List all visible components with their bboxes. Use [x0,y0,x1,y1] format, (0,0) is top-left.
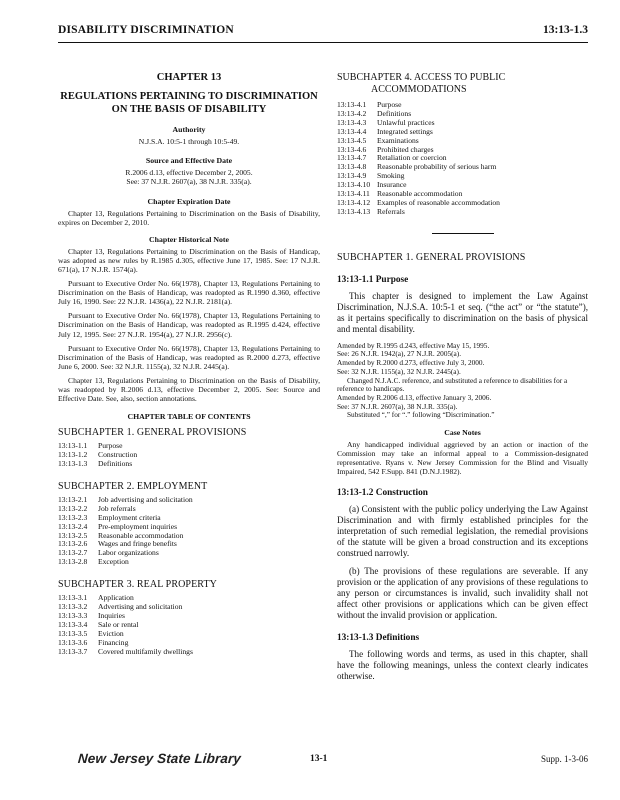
history-paragraph: Pursuant to Executive Order No. 66(1978), Chapter 13, Regulations Pertaining to Discrimination of the Basis of Handicap, was readopted as R.2000 d.273, effective June 6, 2000. See: 32 N.J.R. 1155(a), 32 N.J.R. 2445(a). [58,343,320,371]
toc-subchapter-3-heading: SUBCHAPTER 3. REAL PROPERTY [58,579,217,591]
history-paragraph: Chapter 13, Regulations Pertaining to Discrimination on the Basis of Disability, was readopted by R.2006 d.13, effective December 2, 2005. See: Source and Effective Date. See, also, section annotations. [58,375,320,404]
toc-subchapter-2-list [58,496,320,567]
toc-entry: 13:13-4.3 Unlawful practices [337,117,435,127]
toc-entry: 13:13-2.8 Exception [58,557,129,567]
toc-entry: 13:13-2.3 Employment criteria [58,512,161,522]
toc-entry: 13:13-3.1 Application [58,593,134,603]
chapter-title [58,91,320,116]
toc-subchapter-3-list [58,594,320,656]
library-logo: New Jersey State Library [77,751,242,766]
section-1-3-text: The following words and terms, as used in this chapter, shall have the following meanings, unless the context clearly indicates otherwise. [337,649,588,682]
history-heading: Chapter Historical Note [149,234,229,244]
toc-subchapter-1-list [58,442,320,469]
left-column [58,72,320,657]
toc-entry: 13:13-2.4 Pre-employment inquiries [58,521,178,531]
toc-entry: 13:13-4.2 Definitions [337,108,412,118]
page-number: 13-1 [310,754,328,764]
toc-entry: 13:13-4.10 Insurance [337,180,407,190]
toc-subchapter-1-heading: SUBCHAPTER 1. GENERAL PROVISIONS [58,427,247,439]
toc-entry: 13:13-1.2 Construction [58,450,138,460]
section-1-2-paragraph-a: (a) Consistent with the public policy underlying the Law Against Discrimination and with firmly established principles for the interpretation of such remedial legislation, the remedial provisions of the statute will be given a broad construction and its exceptions construed narrowly. [337,504,588,559]
toc-entry: 13:13-2.5 Reasonable accommodation [58,530,184,540]
amendment-note: See: 37 N.J.R. 2607(a), 38 N.J.R. 335(a). [337,401,458,411]
toc-subchapter-4-list [337,101,588,217]
amendment-note: Substituted “,” for “.” following “Discrimination.” [347,410,495,420]
expiration-text: Chapter 13, Regulations Pertaining to Discrimination on the Basis of Disability, expires on December 2, 2010. [58,208,320,227]
subchapter-1-heading: SUBCHAPTER 1. GENERAL PROVISIONS [337,251,526,263]
toc-entry: 13:13-4.1 Purpose [337,100,402,109]
chapter-number: CHAPTER 13 [156,72,222,83]
page-footer [58,750,588,780]
toc-entry: 13:13-3.2 Advertising and solicitation [58,602,183,612]
toc-subchapter-4-line-1: SUBCHAPTER 4. ACCESS TO PUBLIC [337,72,506,83]
source-heading: Source and Effective Date [145,156,233,166]
amendment-note: See: 32 N.J.R. 1155(a), 32 N.J.R. 2445(a). [337,366,461,376]
toc-subchapter-2-heading: SUBCHAPTER 2. EMPLOYMENT [58,480,208,492]
toc-entry: 13:13-3.3 Inquiries [58,610,125,620]
toc-entry: 13:13-4.8 Reasonable probability of serious harm [337,162,497,172]
toc-entry: 13:13-4.9 Smoking [337,171,405,181]
amendment-note: See: 26 N.J.R. 1942(a), 27 N.J.R. 2005(a). [337,349,462,359]
right-column [337,72,588,689]
toc-entry: 13:13-3.7 Covered multifamily dwellings [58,646,193,656]
toc-entry: 13:13-2.2 Job referrals [58,503,136,513]
history-paragraph: Pursuant to Executive Order No. 66(1978), Chapter 13, Regulations Pertaining to Discrimination on the Basis of Handicap, was readopted as R.1990 d.360, effective July 16, 1990. See: 22 N.J.R. 1436(a), 22 N.J.R. 2181(a). [58,279,320,307]
section-1-2-paragraph-b: (b) The provisions of these regulations are severable. If any provision or the application of any provisions of these regulations to any person or circumstances is invalid, such invalidity shall not affect other provisions or applications which can be given effect without the invalid provision or application. [337,566,588,621]
amendment-note: Amended by R.2006 d.13, effective January 3, 2006. [337,393,492,402]
toc-entry: 13:13-2.7 Labor organizations [58,548,159,558]
history-paragraph: Pursuant to Executive Order No. 66(1978), Chapter 13, Regulations Pertaining to Discrimination on the Basis of Handicap, was readopted as R.1995 d.424, effective July 12, 1995. See: 27 N.J.R. 1954(a), 27 N.J.R. 2956(c). [58,311,320,339]
section-1-2-heading: 13:13-1.2 Construction [337,488,428,499]
toc-entry: 13:13-4.7 Retaliation or coercion [337,153,447,163]
supplement-date: Supp. 1-3-06 [541,754,588,764]
section-1-1-text: This chapter is designed to implement the Law Against Discrimination, N.J.S.A. 10:5-1 et seq. (“the act” or “the statute”), as it pertains specifically to discrimination on the basis of physical and mental disability. [337,290,588,334]
toc-entry: 13:13-4.5 Examinations [337,135,419,145]
toc-entry: 13:13-1.3 Definitions [58,459,133,469]
case-notes-text: Any handicapped individual aggrieved by an action or inaction of the Commission may take an informal appeal to a Commission-designated representative. Ryans v. New Jersey Commission for the Blind and Visually Impaired, 542 F.Supp. 841 (D.N.J.1982). [337,440,588,477]
authority-text: N.J.S.A. 10:5-1 through 10:5-49. [138,137,240,146]
toc-entry: 13:13-4.12 Examples of reasonable accommodation [337,197,500,207]
section-divider [432,233,494,234]
toc-entry: 13:13-4.13 Referrals [337,206,405,216]
toc-subchapter-4-line-2: ACCOMMODATIONS [371,83,467,95]
toc-entry: 13:13-3.6 Financing [58,637,129,647]
chapter-title-line-1: REGULATIONS PERTAINING TO DISCRIMINATION [60,91,318,102]
header-title: DISABILITY DISCRIMINATION [58,24,234,36]
amendment-note: Amended by R.2000 d.273, effective July 3, 2000. [337,358,485,368]
amendment-note: Changed N.J.A.C. reference, and substituted a reference to disabilities for a reference to handicaps. [337,375,568,394]
section-1-1-heading: 13:13-1.1 Purpose [337,274,409,285]
case-notes-heading: Case Notes [444,428,481,438]
toc-entry: 13:13-3.5 Eviction [58,628,124,638]
amendment-note: Amended by R.1995 d.243, effective May 15, 1995. [337,340,490,350]
section-1-3-heading: 13:13-1.3 Definitions [337,633,420,644]
toc-entry: 13:13-4.6 Prohibited charges [337,144,434,154]
toc-entry: 13:13-4.4 Integrated settings [337,126,433,136]
toc-entry: 13:13-1.1 Purpose [58,441,123,451]
toc-subchapter-4-heading [337,72,588,95]
source-line-1: R.2006 d.13, effective December 2, 2005. [125,168,253,178]
source-line-2: See: 37 N.J.R. 2607(a), 38 N.J.R. 335(a). [126,177,252,187]
toc-heading: CHAPTER TABLE OF CONTENTS [127,412,251,422]
toc-entry: 13:13-3.4 Sale or rental [58,619,139,629]
toc-entry: 13:13-4.11 Reasonable accommodation [337,189,463,199]
running-header [58,22,588,43]
toc-entry: 13:13-2.6 Wages and fringe benefits [58,539,177,549]
history-paragraph: Chapter 13, Regulations Pertaining to Discrimination on the Basis of Handicap, was adopted as new rules by R.1985 d.305, effective June 17, 1985. See: 17 N.J.R. 671(a), 17 N.J.R. 1574(a). [58,246,320,274]
expiration-heading: Chapter Expiration Date [147,196,231,206]
toc-entry: 13:13-2.1 Job advertising and solicitation [58,494,193,504]
chapter-title-line-2: ON THE BASIS OF DISABILITY [111,103,267,115]
header-section-number: 13:13-1.3 [542,24,588,36]
authority-heading: Authority [172,125,206,134]
